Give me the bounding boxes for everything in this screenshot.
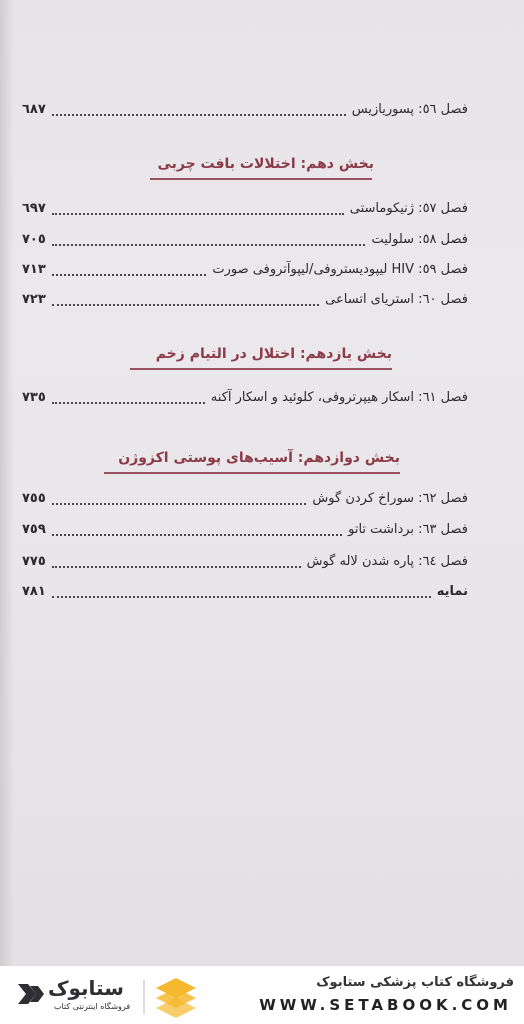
toc-entry-62 (22, 487, 468, 509)
toc-entry-label: فصل ٦٠: استریای اتساعی (325, 291, 468, 307)
toc-entry-label: فصل ٥٦: پسوریازیس (351, 101, 468, 117)
section-title-12: بخش دوازدهم: آسیب‌های پوستی اکزوژن (118, 450, 400, 466)
toc-entry-page: ٧٥٥ (22, 490, 46, 506)
toc-entry-label: نمایه (436, 583, 468, 599)
toc-entry-64 (22, 550, 468, 572)
toc-entry-57 (22, 197, 468, 219)
toc-entry-label: فصل ٦٣: برداشت تاتو (348, 521, 468, 537)
toc-entry-page: ٧٢٣ (22, 291, 46, 307)
toc-leader-dots (52, 533, 342, 536)
toc-entry-label: فصل ٦٤: پاره شدن لاله گوش (306, 553, 468, 569)
toc-entry-61 (22, 386, 468, 408)
toc-entry-label: فصل ٥٩: HIV لیپودیستروفی/لیپوآتروفی صورت (212, 261, 468, 277)
toc-entry-label: فصل ٥٨: سلولیت (371, 231, 468, 247)
toc-entry-page: ٧٨١ (22, 583, 46, 599)
section-underline-10 (150, 178, 372, 180)
logo-subtitle: فروشگاه اینترنتی کتاب (54, 1002, 131, 1011)
toc-entry-59 (22, 258, 468, 280)
toc-entry-label: فصل ٦١: اسکار هیپرتروفی، کلوئید و اسکار آکنه (210, 389, 468, 405)
toc-entry-56 (22, 98, 468, 120)
toc-entry-60 (22, 288, 468, 310)
toc-leader-dots (52, 565, 301, 568)
section-title-10: بخش دهم: اختلالات بافت چربی (157, 156, 374, 172)
toc-leader-dots (52, 113, 346, 116)
toc-entry-page: ٦٨٧ (22, 101, 46, 117)
toc-entry-58 (22, 228, 468, 250)
toc-entry-63 (22, 518, 468, 540)
toc-leader-dots (52, 243, 366, 246)
toc-entry-page: ٧٠٥ (22, 231, 46, 247)
store-logo (14, 974, 214, 1020)
toc-leader-dots (52, 273, 207, 276)
toc-entry-index (22, 580, 468, 602)
toc-entry-page: ٧٧٥ (22, 553, 46, 569)
toc-leader-dots (52, 502, 307, 505)
toc-entry-label: فصل ٥٧: ژنیکوماستی (349, 200, 468, 216)
toc-entry-page: ٧١٣ (22, 261, 46, 277)
toc-entry-label: فصل ٦٢: سوراخ کردن گوش (312, 490, 468, 506)
section-underline-12 (104, 472, 400, 474)
toc-leader-dots (52, 303, 319, 306)
toc-entry-page: ٦٩٧ (22, 200, 46, 216)
section-underline-11 (130, 368, 392, 370)
toc-leader-dots (52, 212, 344, 215)
toc-entry-page: ٧٥٩ (22, 521, 46, 537)
toc-entry-page: ٧٣٥ (22, 389, 46, 405)
page-gutter-shadow (0, 0, 14, 966)
toc-leader-dots (52, 401, 205, 404)
toc-leader-dots (52, 595, 431, 598)
store-name: فروشگاه کتاب پزشکی ستابوک (316, 975, 514, 990)
store-url: WWW.SETABOOK.COM (259, 996, 512, 1014)
section-title-11: بخش یازدهم: اختلال در التیام زخم (155, 346, 392, 362)
logo-wordmark: ستابوک (48, 976, 124, 1000)
